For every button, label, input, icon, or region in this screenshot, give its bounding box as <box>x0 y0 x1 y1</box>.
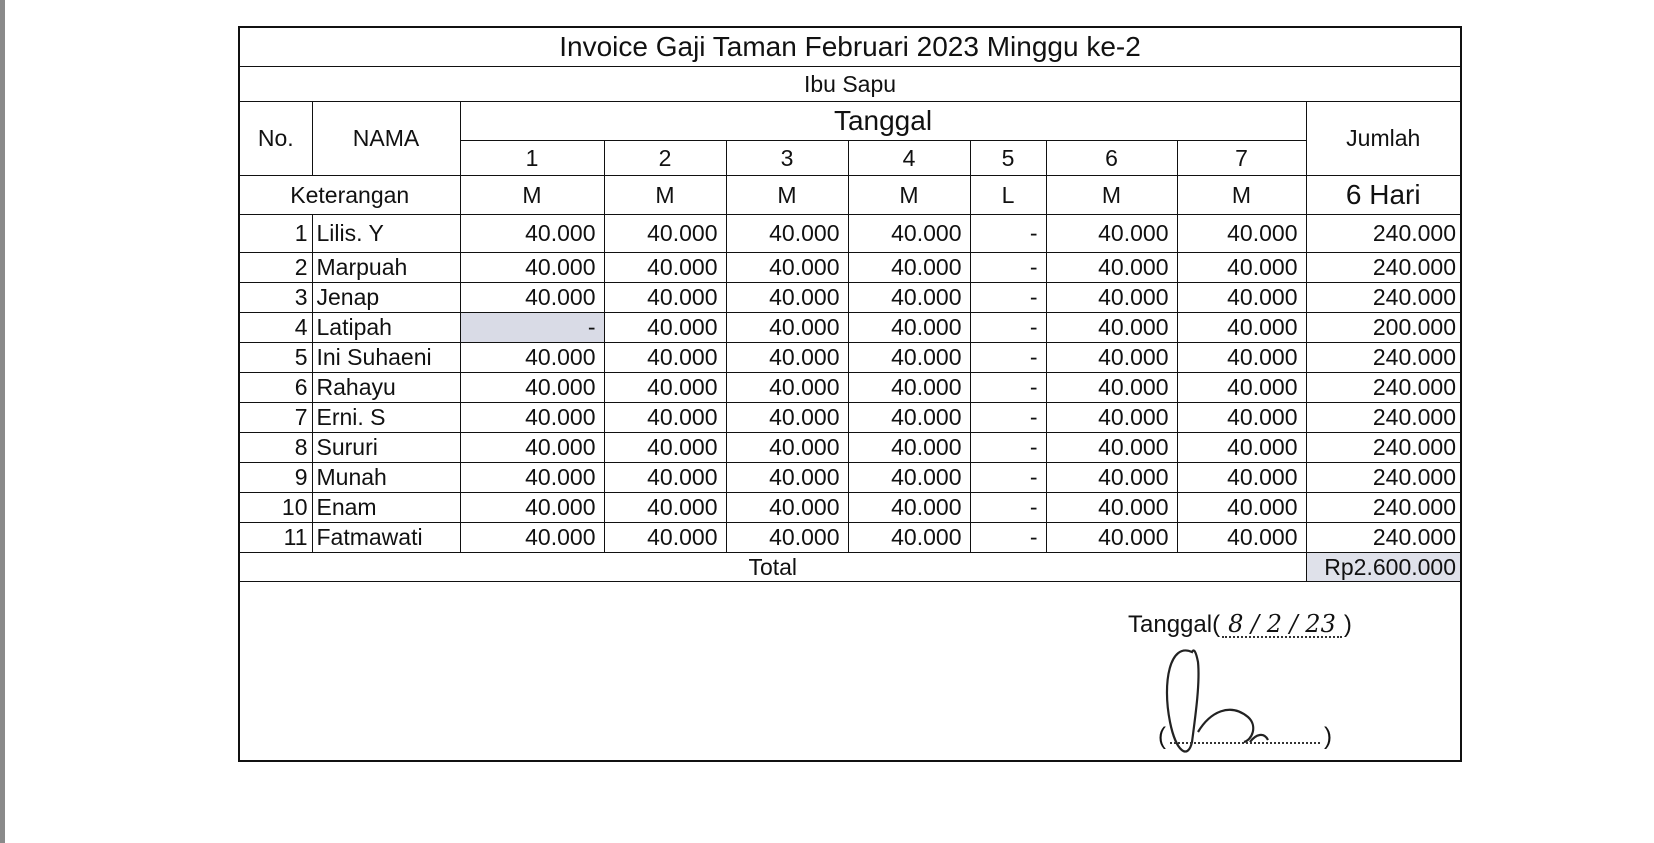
keterangan-code: L <box>970 176 1046 215</box>
daily-wage-cell: 40.000 <box>1046 463 1177 493</box>
table-row <box>239 463 1461 493</box>
daily-wage-cell: 40.000 <box>1046 493 1177 523</box>
row-total: 240.000 <box>1306 253 1461 283</box>
daily-wage-cell: 40.000 <box>1177 403 1306 433</box>
table-row <box>239 283 1461 313</box>
invoice-sheet <box>238 26 1460 788</box>
daily-wage-cell: 40.000 <box>604 343 726 373</box>
daily-wage-cell: 40.000 <box>604 403 726 433</box>
daily-wage-cell: 40.000 <box>726 215 848 253</box>
daily-wage-cell: 40.000 <box>460 463 604 493</box>
row-number: 3 <box>239 283 312 313</box>
row-number: 1 <box>239 215 312 253</box>
day-header: 2 <box>604 141 726 176</box>
employee-name: Sururi <box>312 433 460 463</box>
daily-wage-cell: - <box>460 313 604 343</box>
daily-wage-cell: 40.000 <box>848 313 970 343</box>
daily-wage-cell: 40.000 <box>726 433 848 463</box>
daily-wage-cell: 40.000 <box>604 523 726 553</box>
total-label: Total <box>239 553 1306 582</box>
daily-wage-cell: 40.000 <box>848 463 970 493</box>
table-row <box>239 433 1461 463</box>
table-row <box>239 343 1461 373</box>
daily-wage-cell: 40.000 <box>1046 215 1177 253</box>
daily-wage-cell: 40.000 <box>726 373 848 403</box>
daily-wage-cell: 40.000 <box>460 493 604 523</box>
daily-wage-cell: 40.000 <box>604 313 726 343</box>
row-number: 6 <box>239 373 312 403</box>
daily-wage-cell: 40.000 <box>1046 403 1177 433</box>
signature-dotted-line <box>1170 720 1320 744</box>
row-number: 8 <box>239 433 312 463</box>
table-row <box>239 253 1461 283</box>
employee-name: Fatmawati <box>312 523 460 553</box>
row-number: 10 <box>239 493 312 523</box>
daily-wage-cell: 40.000 <box>1177 463 1306 493</box>
daily-wage-cell: 40.000 <box>1046 253 1177 283</box>
table-row <box>239 215 1461 253</box>
daily-wage-cell: 40.000 <box>726 253 848 283</box>
daily-wage-cell: 40.000 <box>460 433 604 463</box>
date-open-paren: ( <box>1212 611 1221 638</box>
daily-wage-cell: 40.000 <box>848 215 970 253</box>
table-row <box>239 493 1461 523</box>
daily-wage-cell: 40.000 <box>848 283 970 313</box>
keterangan-code: M <box>460 176 604 215</box>
daily-wage-cell: 40.000 <box>1046 433 1177 463</box>
row-total: 240.000 <box>1306 433 1461 463</box>
row-total: 240.000 <box>1306 403 1461 433</box>
daily-wage-cell: 40.000 <box>848 253 970 283</box>
daily-wage-cell: 40.000 <box>726 493 848 523</box>
daily-wage-cell: 40.000 <box>726 523 848 553</box>
daily-wage-cell: 40.000 <box>848 373 970 403</box>
daily-wage-cell: 40.000 <box>1177 523 1306 553</box>
invoice-title: Invoice Gaji Taman Februari 2023 Minggu ke-2 <box>239 27 1461 67</box>
keterangan-code: M <box>726 176 848 215</box>
date-label: Tanggal <box>1128 611 1213 638</box>
keterangan-label: Keterangan <box>239 176 460 215</box>
daily-wage-cell: - <box>970 463 1046 493</box>
table-row <box>239 313 1461 343</box>
day-header: 7 <box>1177 141 1306 176</box>
daily-wage-cell: 40.000 <box>460 343 604 373</box>
row-total: 240.000 <box>1306 343 1461 373</box>
daily-wage-cell: - <box>970 493 1046 523</box>
daily-wage-cell: 40.000 <box>604 215 726 253</box>
daily-wage-cell: 40.000 <box>848 493 970 523</box>
daily-wage-cell: 40.000 <box>604 283 726 313</box>
daily-wage-cell: 40.000 <box>604 463 726 493</box>
date-close-paren: ) <box>1343 611 1352 638</box>
daily-wage-cell: 40.000 <box>848 343 970 373</box>
daily-wage-cell: 40.000 <box>604 433 726 463</box>
daily-wage-cell: 40.000 <box>460 215 604 253</box>
daily-wage-cell: - <box>970 253 1046 283</box>
table-row <box>239 523 1461 553</box>
day-header: 5 <box>970 141 1046 176</box>
col-header-jumlah: Jumlah <box>1306 102 1461 176</box>
daily-wage-cell: 40.000 <box>1046 343 1177 373</box>
daily-wage-cell: 40.000 <box>604 493 726 523</box>
daily-wage-cell: 40.000 <box>1177 433 1306 463</box>
col-header-nama: NAMA <box>312 102 460 176</box>
invoice-table <box>238 26 1462 762</box>
row-number: 7 <box>239 403 312 433</box>
employee-name: Ini Suhaeni <box>312 343 460 373</box>
row-number: 5 <box>239 343 312 373</box>
row-total: 240.000 <box>1306 373 1461 403</box>
keterangan-code: M <box>1177 176 1306 215</box>
daily-wage-cell: 40.000 <box>1177 493 1306 523</box>
day-header: 6 <box>1046 141 1177 176</box>
employee-name: Enam <box>312 493 460 523</box>
row-number: 2 <box>239 253 312 283</box>
invoice-subtitle: Ibu Sapu <box>239 67 1461 102</box>
keterangan-code: M <box>604 176 726 215</box>
row-number: 11 <box>239 523 312 553</box>
signature-line <box>1158 720 1332 749</box>
daily-wage-cell: 40.000 <box>1177 373 1306 403</box>
daily-wage-cell: 40.000 <box>1177 215 1306 253</box>
daily-wage-cell: 40.000 <box>1177 313 1306 343</box>
daily-wage-cell: 40.000 <box>1177 343 1306 373</box>
employee-name: Lilis. Y <box>312 215 460 253</box>
total-amount: Rp2.600.000 <box>1306 553 1461 582</box>
day-header: 4 <box>848 141 970 176</box>
row-number: 4 <box>239 313 312 343</box>
daily-wage-cell: 40.000 <box>726 343 848 373</box>
daily-wage-cell: - <box>970 343 1046 373</box>
col-header-no: No. <box>239 102 312 176</box>
daily-wage-cell: 40.000 <box>726 283 848 313</box>
day-header: 3 <box>726 141 848 176</box>
daily-wage-cell: 40.000 <box>726 403 848 433</box>
sign-close-paren: ) <box>1324 723 1332 750</box>
table-row <box>239 403 1461 433</box>
daily-wage-cell: 40.000 <box>604 373 726 403</box>
row-total: 200.000 <box>1306 313 1461 343</box>
daily-wage-cell: 40.000 <box>1046 523 1177 553</box>
employee-name: Erni. S <box>312 403 460 433</box>
employee-name: Jenap <box>312 283 460 313</box>
employee-name: Munah <box>312 463 460 493</box>
daily-wage-cell: - <box>970 215 1046 253</box>
row-total: 240.000 <box>1306 463 1461 493</box>
daily-wage-cell: 40.000 <box>848 523 970 553</box>
daily-wage-cell: 40.000 <box>460 253 604 283</box>
daily-wage-cell: 40.000 <box>460 373 604 403</box>
daily-wage-cell: - <box>970 283 1046 313</box>
daily-wage-cell: 40.000 <box>460 523 604 553</box>
row-total: 240.000 <box>1306 215 1461 253</box>
daily-wage-cell: 40.000 <box>1046 313 1177 343</box>
daily-wage-cell: 40.000 <box>1046 283 1177 313</box>
daily-wage-cell: 40.000 <box>726 313 848 343</box>
signature-area <box>239 582 1461 762</box>
daily-wage-cell: 40.000 <box>726 463 848 493</box>
date-value: 8 / 2 / 23 <box>1222 612 1342 638</box>
scan-left-edge <box>0 0 5 843</box>
keterangan-code: M <box>1046 176 1177 215</box>
daily-wage-cell: 40.000 <box>848 433 970 463</box>
keterangan-code: M <box>848 176 970 215</box>
table-row <box>239 373 1461 403</box>
daily-wage-cell: - <box>970 373 1046 403</box>
col-header-tanggal: Tanggal <box>460 102 1306 141</box>
daily-wage-cell: 40.000 <box>1177 283 1306 313</box>
employee-name: Marpuah <box>312 253 460 283</box>
daily-wage-cell: 40.000 <box>1177 253 1306 283</box>
employee-name: Rahayu <box>312 373 460 403</box>
row-total: 240.000 <box>1306 283 1461 313</box>
employee-name: Latipah <box>312 313 460 343</box>
daily-wage-cell: - <box>970 403 1046 433</box>
row-number: 9 <box>239 463 312 493</box>
daily-wage-cell: 40.000 <box>604 253 726 283</box>
row-total: 240.000 <box>1306 493 1461 523</box>
daily-wage-cell: 40.000 <box>1046 373 1177 403</box>
sign-open-paren: ( <box>1158 723 1166 750</box>
daily-wage-cell: - <box>970 313 1046 343</box>
daily-wage-cell: - <box>970 433 1046 463</box>
total-days: 6 Hari <box>1306 176 1461 215</box>
daily-wage-cell: 40.000 <box>460 283 604 313</box>
row-total: 240.000 <box>1306 523 1461 553</box>
daily-wage-cell: 40.000 <box>848 403 970 433</box>
day-header: 1 <box>460 141 604 176</box>
daily-wage-cell: - <box>970 523 1046 553</box>
daily-wage-cell: 40.000 <box>460 403 604 433</box>
